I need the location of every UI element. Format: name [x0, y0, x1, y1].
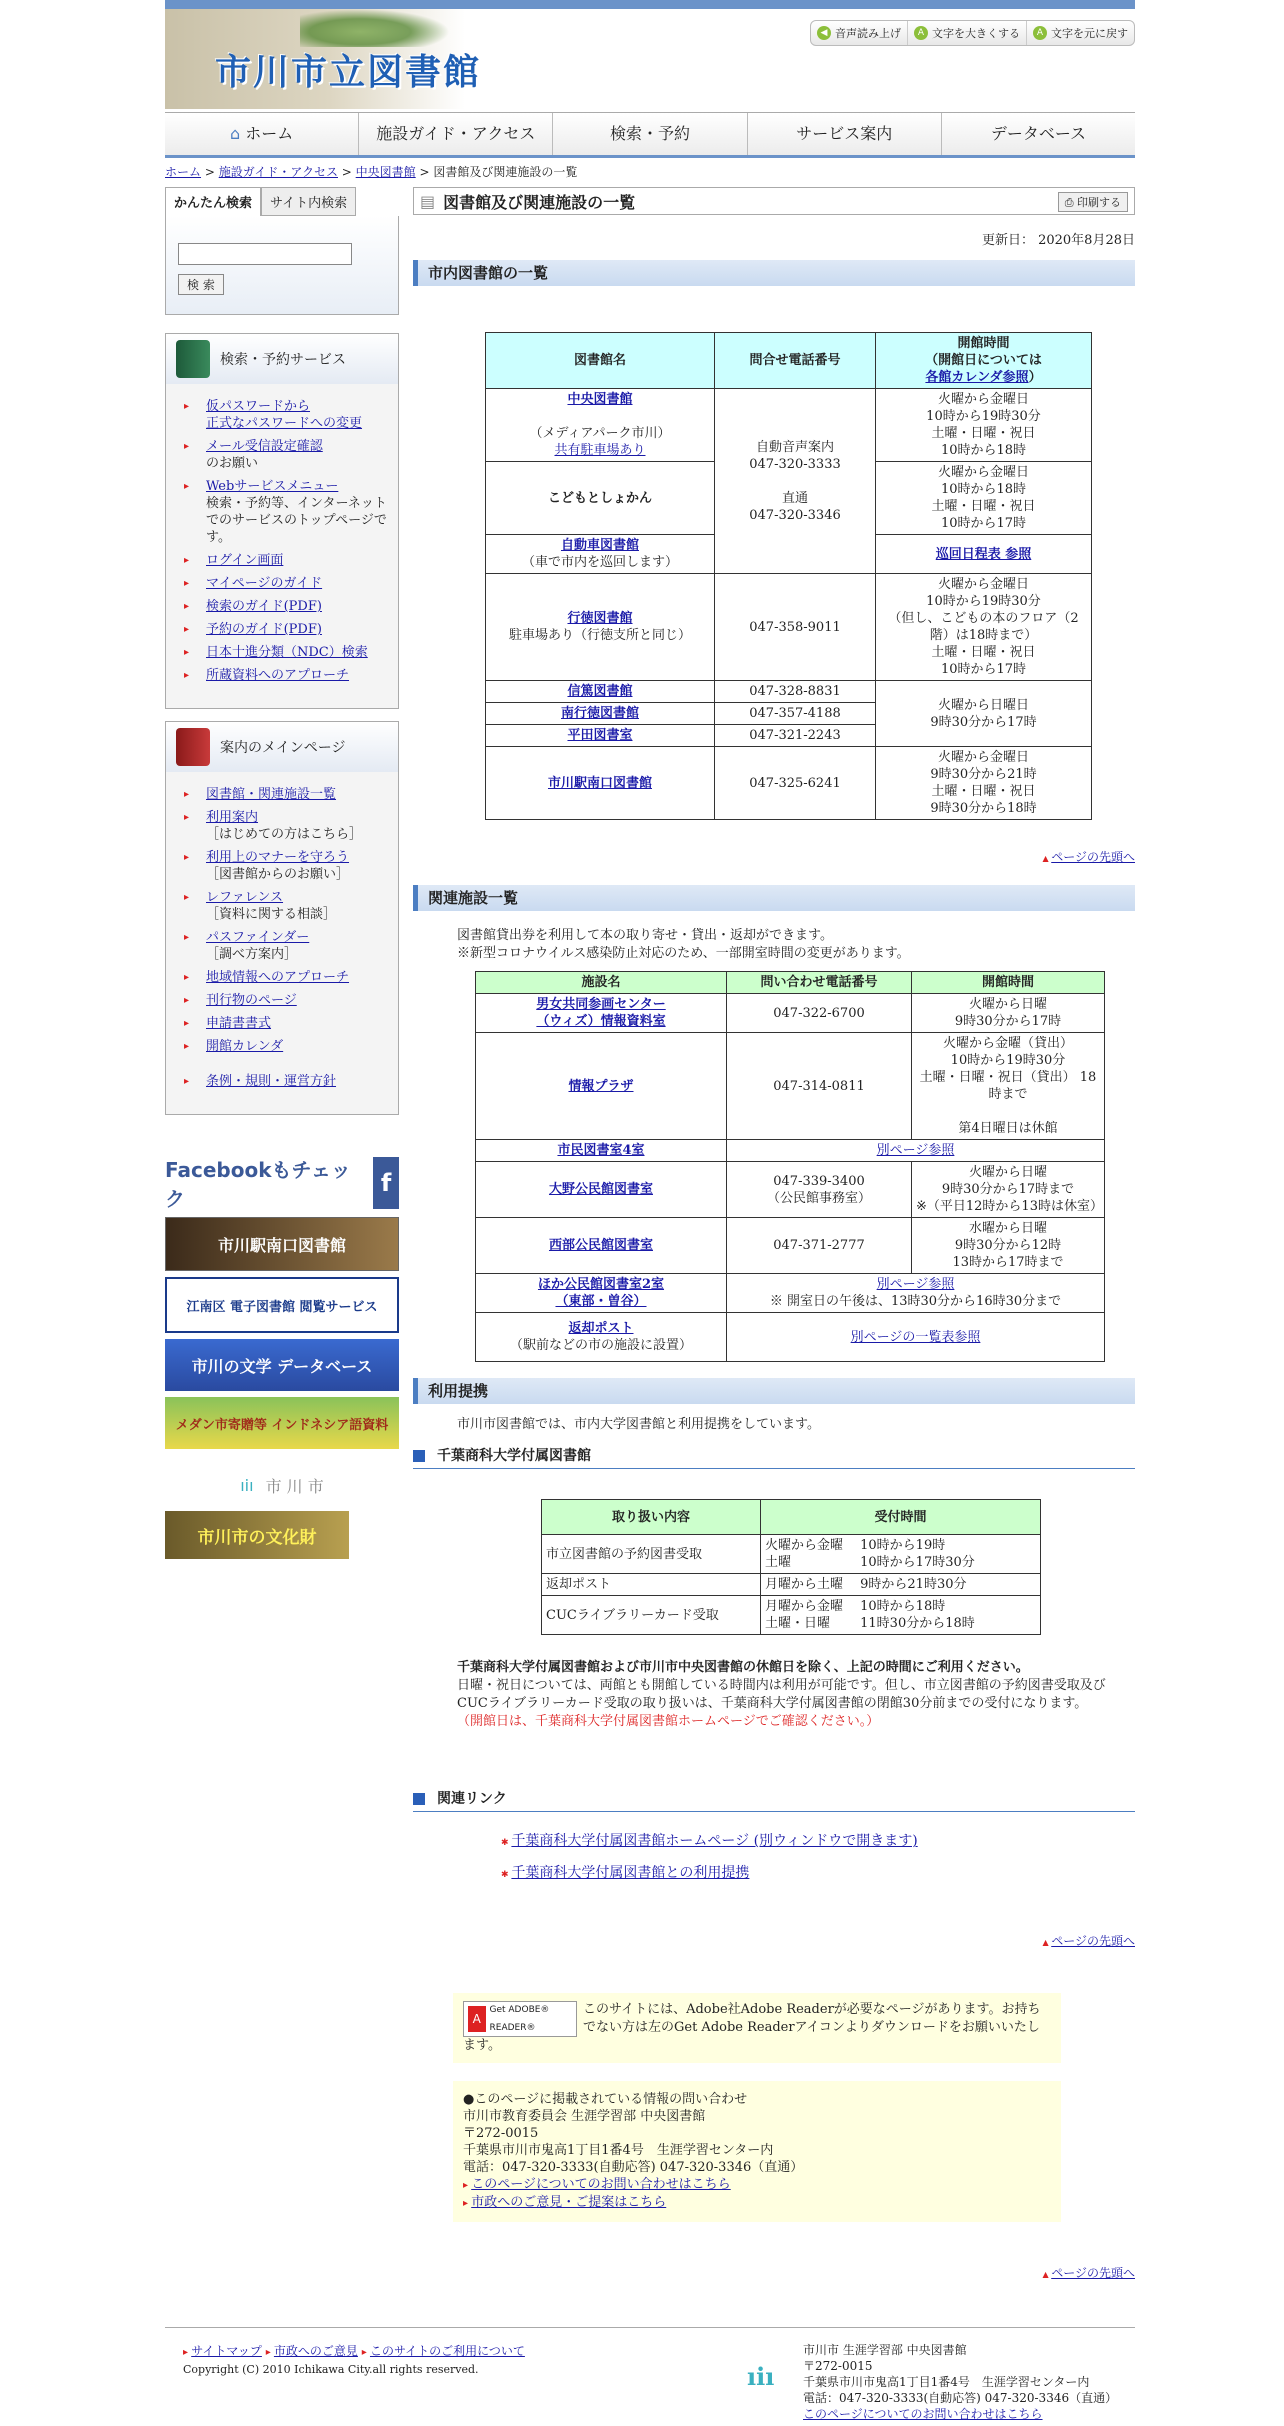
- menu-item: [184, 398, 390, 432]
- green-book-icon: [176, 340, 210, 378]
- menu-title: 案内のメインページ: [220, 740, 346, 756]
- route-schedule-link[interactable]: 巡回日程表 参照: [935, 546, 1032, 562]
- table-row: 南行徳図書館 047-357-4188: [486, 703, 1092, 725]
- facility-link[interactable]: 返却ポスト: [568, 1321, 634, 1336]
- table-row: 返却ポスト （駅前などの市の施設に設置） 別ページの一覧表参照: [476, 1313, 1105, 1362]
- home-icon: ⌂: [229, 124, 246, 143]
- section-heading: 関連施設一覧: [413, 885, 1135, 911]
- accessibility-tools: [810, 20, 1135, 46]
- menu-item: [184, 552, 390, 569]
- menu-link[interactable]: ログイン画面: [206, 553, 284, 568]
- left-sidebar: [165, 187, 399, 1565]
- table-row: 西部公民館図書室 047-371-2777 水曜から日曜 9時30分から12時 13時から17時まで: [476, 1218, 1105, 1274]
- partnership-note: 日曜・祝日については、両館とも開館している時間内は利用が可能です。但し、市立図書館の予約図書受取及びCUCライブラリーカード受取の取り扱いは、千葉商科大学付属図書館の閉館30分前までの受付になります。: [457, 1678, 1106, 1711]
- table-row: [476, 1140, 1105, 1162]
- cuc-partnership-link[interactable]: 千葉商科大学付属図書館との利用提携: [511, 1865, 750, 1881]
- page-title: 図書館及び関連施設の一覧: [443, 192, 636, 212]
- text-reset-icon: A: [1033, 26, 1047, 40]
- menu-item: [184, 478, 390, 546]
- adobe-text: このサイトには、Adobe社Adobe Readerが必要なページがあります。お持ちでない方は左のGet Adobe Readerアイコンよりダウンロードをお願いいたします。: [463, 2002, 1041, 2053]
- table-row: 中央図書館 （メディアパーク市川） 共有駐車場あり 自動音声案内 047-320-3333 直通 047-320-3346 火曜から金曜日 10時から19時30分 土曜・日曜・祝日 10時から18時: [486, 389, 1092, 462]
- menu-note: ［はじめての方はこちら］: [206, 827, 363, 842]
- partnership-notice: 千葉商科大学付属図書館および市川市中央図書館の休館日を除く、上記の時間にご利用ください。: [457, 1660, 1029, 1675]
- menu-link[interactable]: 日本十進分類（NDC）検索: [206, 645, 368, 660]
- menu-item: [184, 621, 390, 638]
- page-title-bar: [413, 187, 1135, 215]
- shinden-library-link[interactable]: 信篤図書館: [567, 684, 633, 699]
- menu-link[interactable]: 予約のガイド(PDF): [206, 622, 322, 637]
- menu-item: [184, 575, 390, 592]
- note-text: ※新型コロナウイルス感染防止対応のため、一部開室時間の変更があります。: [457, 946, 910, 961]
- menu-link[interactable]: 利用案内: [206, 810, 259, 825]
- menu-item: [184, 644, 390, 661]
- page-top-link[interactable]: ▲ ページの先頭へ: [413, 848, 1135, 865]
- nav-search[interactable]: 検索・予約: [553, 113, 747, 155]
- site-logo[interactable]: 市川市立図書館: [215, 52, 482, 93]
- city-logo-icon: ıiı: [747, 2362, 775, 2391]
- menu-link[interactable]: 条例・規則・運営方針: [206, 1074, 337, 1089]
- menu-link[interactable]: 地域情報へのアプローチ: [206, 970, 350, 985]
- table-row: CUCライブラリーカード受取 月曜から金曜 10時から18時 土曜・日曜 11時30分から18時: [542, 1596, 1041, 1635]
- top-bar: [165, 0, 1135, 9]
- table-row: 情報プラザ 047-314-0811 火曜から金曜（貸出） 10時から19時30分 土曜・日曜・祝日（貸出） 18時まで 第4日曜日は休館: [476, 1033, 1105, 1140]
- bullet-icon: ✱: [501, 1838, 512, 1848]
- footer: ▸ サイトマップ ▸ 市政へのご意見 ▸ このサイトのご利用について Copyright (C) 2010 Ichikawa City.all rights reserved. ıiı 市川市 生涯学習部 中央図書館 〒272-0015 千葉県市川市鬼高1丁目1番4号 生涯学習センター内 電話：047-320-3333(自動応答) 047-320-3346（直通） このページについてのお問い合わせはこちら: [165, 2327, 1135, 2328]
- printer-icon: ⎙: [1064, 196, 1077, 209]
- ichikawa-city-banner[interactable]: ıiı 市 川 市: [240, 1475, 324, 1496]
- menu-item: [184, 889, 390, 923]
- main-content: [413, 187, 1135, 2281]
- breadcrumb-central[interactable]: 中央図書館: [355, 165, 416, 179]
- minami-library-link[interactable]: 南行徳図書館: [560, 706, 639, 721]
- tab-simple-search[interactable]: かんたん検索: [165, 187, 261, 216]
- page: [165, 0, 1135, 2421]
- menu-link[interactable]: Webサービスメニュー: [206, 479, 339, 494]
- col-header: 問合せ電話番号: [715, 333, 876, 389]
- literature-db-banner[interactable]: 市川の文学 データベース: [165, 1339, 399, 1391]
- facility-table: [475, 971, 1105, 1362]
- note-text: 図書館貸出券を利用して本の取り寄せ・貸出・返却ができます。: [457, 928, 833, 943]
- page-icon: ▤: [420, 191, 436, 211]
- adobe-reader-box: [453, 1993, 1061, 2063]
- voice-read-button[interactable]: ◀ 音声読み上げ: [811, 21, 908, 45]
- print-button[interactable]: ⎙ 印刷する: [1058, 192, 1128, 212]
- cultural-assets-banner[interactable]: 市川市の文化財: [165, 1511, 349, 1559]
- subsection-heading: 千葉商科大学付属図書館: [413, 1444, 1135, 1469]
- partnership-intro: 市川市図書館では、市内大学図書館と利用提携をしています。: [457, 1417, 820, 1432]
- footer-inquiry-link[interactable]: このページについてのお問い合わせはこちら: [803, 2407, 1043, 2421]
- col-header: 開館時間: [912, 972, 1105, 994]
- menu-item: [184, 929, 390, 963]
- ebook-banner[interactable]: 江南区 電子図書館 閲覧サービス: [165, 1277, 399, 1333]
- menu-note: のお願い: [206, 456, 259, 471]
- red-book-icon: [176, 728, 210, 766]
- search-button[interactable]: 検 索: [178, 274, 224, 295]
- menu-note: ［図書館からのお願い］: [206, 867, 350, 882]
- bullet-icon: ✱: [501, 1870, 512, 1880]
- sitemap-link[interactable]: サイトマップ: [191, 2344, 262, 2358]
- facility-link[interactable]: 西部公民館図書室: [548, 1238, 653, 1253]
- guide-menu: [165, 721, 399, 1115]
- search-input[interactable]: [178, 243, 352, 265]
- get-adobe-reader-button[interactable]: A Get ADOBE® READER®: [463, 2001, 577, 2037]
- cuc-homepage-link[interactable]: 千葉商科大学付属図書館ホームページ (別ウィンドウで開きます): [511, 1833, 918, 1849]
- menu-link[interactable]: 仮パスワードから 正式なパスワードへの変更: [206, 399, 363, 431]
- nav-service[interactable]: サービス案内: [748, 113, 942, 155]
- table-row: 返却ポスト 月曜から土曜 9時から21時30分: [542, 1574, 1041, 1596]
- menu-link[interactable]: 刊行物のページ: [206, 993, 297, 1008]
- menu-item: [184, 1015, 390, 1032]
- menu-link[interactable]: 所蔵資料へのアプローチ: [206, 668, 350, 683]
- site-usage-link[interactable]: このサイトのご利用について: [369, 2344, 525, 2358]
- menu-note: 検索・予約等、インターネットでのサービスのトップページです。: [206, 496, 387, 545]
- menu-item: [184, 667, 390, 684]
- speaker-icon: ◀: [817, 26, 831, 40]
- col-header: 問い合わせ電話番号: [727, 972, 912, 994]
- plant-decoration: [300, 9, 450, 47]
- city-logo-icon: ıiı: [240, 1475, 254, 1495]
- breadcrumb-current: 図書館及び関連施設の一覧: [433, 165, 578, 179]
- library-table: [485, 332, 1092, 820]
- menu-link[interactable]: レファレンス: [206, 890, 284, 905]
- section-heading: 利用提携: [413, 1378, 1135, 1404]
- facility-link[interactable]: 男女共同参画センター （ウィズ）情報資料室: [536, 997, 666, 1029]
- nav-database[interactable]: データベース: [990, 124, 1087, 143]
- subsection-heading: 関連リンク: [413, 1787, 1135, 1812]
- facebook-icon: f: [373, 1157, 399, 1209]
- col-header: 取り扱い内容: [542, 1500, 761, 1535]
- col-header: 施設名: [476, 972, 727, 994]
- col-header: 図書館名: [486, 333, 715, 389]
- table-row: 大野公民館図書室 047-339-3400 （公民館事務室） 火曜から日曜 9時30分から17時まで ※（平日12時から13時は休室）: [476, 1162, 1105, 1218]
- col-header: 開館時間 （開館日については 各館カレンダ参照）: [876, 333, 1092, 389]
- menu-item: [184, 969, 390, 986]
- calendar-link[interactable]: 各館カレンダ参照: [925, 370, 1029, 385]
- facility-link[interactable]: 市民図書室4室: [557, 1143, 645, 1158]
- menu-note: ［資料に関する相談］: [206, 907, 337, 922]
- breadcrumb: ホーム > 施設ガイド・アクセス > 中央図書館 > 図書館及び関連施設の一覧: [165, 165, 578, 179]
- opinion-link[interactable]: 市政へのご意見・ご提案はこちら: [471, 2195, 667, 2210]
- facebook-banner[interactable]: Facebookもチェック f: [165, 1155, 399, 1211]
- menu-link[interactable]: マイページのガイド: [206, 576, 323, 591]
- table-row: 平田図書室 047-321-2243: [486, 725, 1092, 747]
- contact-inquiry-link[interactable]: このページについてのお問い合わせはこちら: [471, 2177, 731, 2192]
- ekinan-library-link[interactable]: 市川駅南口図書館: [547, 775, 652, 791]
- page-top-link[interactable]: ▲ ページの先頭へ: [413, 2264, 1135, 2281]
- text-large-icon: A: [914, 26, 928, 40]
- facility-link[interactable]: 大野公民館図書室: [548, 1182, 653, 1197]
- page-top-link[interactable]: ▲ ページの先頭へ: [413, 1932, 1135, 1949]
- see-page-link[interactable]: 別ページ参照: [876, 1277, 955, 1292]
- partnership-red-note: （開館日は、千葉商科大学付属図書館ホームページでご確認ください。）: [457, 1714, 880, 1729]
- menu-item: [184, 786, 390, 803]
- search-service-menu: [165, 333, 399, 709]
- menu-item: [184, 1073, 390, 1090]
- see-page-link[interactable]: 別ページの一覧表参照: [850, 1329, 981, 1345]
- breadcrumb-home[interactable]: ホーム: [165, 165, 202, 179]
- footer-opinion-link[interactable]: 市政へのご意見: [273, 2344, 358, 2358]
- menu-link[interactable]: 開館カレンダ: [206, 1039, 284, 1054]
- table-row: ほか公民館図書室2室 （東部・曽谷） 別ページ参照 ※ 開室日の午後は、13時30分から16時30分まで: [476, 1274, 1105, 1313]
- table-row: こどもとしょかん 火曜から金曜日 10時から18時 土曜・日曜・祝日 10時から17時: [486, 462, 1092, 535]
- table-row: 信篤図書館 047-328-8831 火曜から日曜日 9時30分から17時: [486, 681, 1092, 703]
- copyright: Copyright (C) 2010 Ichikawa City.all rights reserved.: [183, 2363, 479, 2376]
- table-row: 市川駅南口図書館 047-325-6241 火曜から金曜日 9時30分から21時 土曜・日曜・祝日 9時30分から18時: [486, 747, 1092, 820]
- menu-item: [184, 1038, 390, 1055]
- table-row: 自動車図書館 （車で市内を巡回します） 巡回日程表 参照: [486, 535, 1092, 574]
- indonesia-banner[interactable]: メダン市寄贈等 インドネシア語資料: [165, 1397, 399, 1449]
- text-reset-button[interactable]: A 文字を元に戻す: [1027, 21, 1134, 45]
- see-page-link[interactable]: 別ページ参照: [876, 1143, 955, 1158]
- menu-link[interactable]: 利用上のマナーを守ろう: [206, 850, 350, 865]
- section-heading: 市内図書館の一覧: [413, 260, 1135, 286]
- ekinan-library-banner[interactable]: 市川駅南口図書館: [165, 1217, 399, 1271]
- tab-site-search[interactable]: サイト内検索: [261, 187, 356, 216]
- menu-item: [184, 849, 390, 883]
- menu-link[interactable]: 申請書書式: [206, 1016, 272, 1031]
- menu-link[interactable]: 図書館・関連施設一覧: [206, 787, 337, 802]
- menu-item: [184, 598, 390, 615]
- menu-item: [184, 992, 390, 1009]
- menu-note: ［調べ方案内］: [206, 947, 298, 962]
- menu-title: 検索・予約サービス: [220, 352, 346, 368]
- contact-box: ●このページに掲載されている情報の問い合わせ 市川市教育委員会 生涯学習部 中央図書館 〒272-0015 千葉県市川市鬼高1丁目1番4号 生涯学習センター内 電話：047-320-3333(自動応答) 047-320-3346（直通） ▸ このページについてのお問い合わせはこちら ▸ 市政へのご意見・ご提案はこちら: [453, 2081, 1061, 2222]
- menu-link[interactable]: パスファインダー: [206, 930, 310, 945]
- table-row: 市立図書館の予約図書受取 火曜から金曜 10時から19時 土曜 10時から17時30分: [542, 1535, 1041, 1574]
- menu-item: [184, 809, 390, 843]
- global-nav: [165, 112, 1135, 158]
- menu-item: [184, 438, 390, 472]
- table-row: 男女共同参画センター （ウィズ）情報資料室 047-322-6700 火曜から日曜 9時30分から17時: [476, 994, 1105, 1033]
- facility-link[interactable]: 情報プラザ: [568, 1078, 634, 1094]
- breadcrumb-guide[interactable]: 施設ガイド・アクセス: [218, 165, 338, 179]
- central-library-link[interactable]: 中央図書館: [567, 392, 633, 407]
- menu-link[interactable]: メール受信設定確認: [206, 439, 323, 454]
- table-row: 行徳図書館 駐車場あり（行徳支所と同じ） 047-358-9011 火曜から金曜日 10時から19時30分 （但し、こどもの本のフロア（2階）は18時まで） 土曜・日曜・祝日 10時から17時: [486, 574, 1092, 681]
- menu-link[interactable]: 検索のガイド(PDF): [206, 599, 322, 614]
- nav-home[interactable]: ⌂ ホーム: [165, 113, 359, 155]
- updated-date: 更新日： 2020年8月28日: [981, 233, 1135, 248]
- gyotoku-library-link[interactable]: 行徳図書館: [567, 611, 633, 626]
- mobile-library-link[interactable]: 自動車図書館: [560, 538, 639, 553]
- text-larger-button[interactable]: A 文字を大きくする: [908, 21, 1027, 45]
- adobe-icon: A: [468, 2006, 486, 2032]
- col-header: 受付時間: [761, 1500, 1041, 1535]
- search-box: [165, 216, 399, 315]
- parking-link[interactable]: 共有駐車場あり: [554, 443, 646, 458]
- facility-link[interactable]: ほか公民館図書室2室 （東部・曽谷）: [537, 1277, 665, 1309]
- nav-guide[interactable]: 施設ガイド・アクセス: [359, 113, 553, 155]
- partnership-table: [541, 1499, 1041, 1635]
- hirata-library-link[interactable]: 平田図書室: [567, 728, 633, 743]
